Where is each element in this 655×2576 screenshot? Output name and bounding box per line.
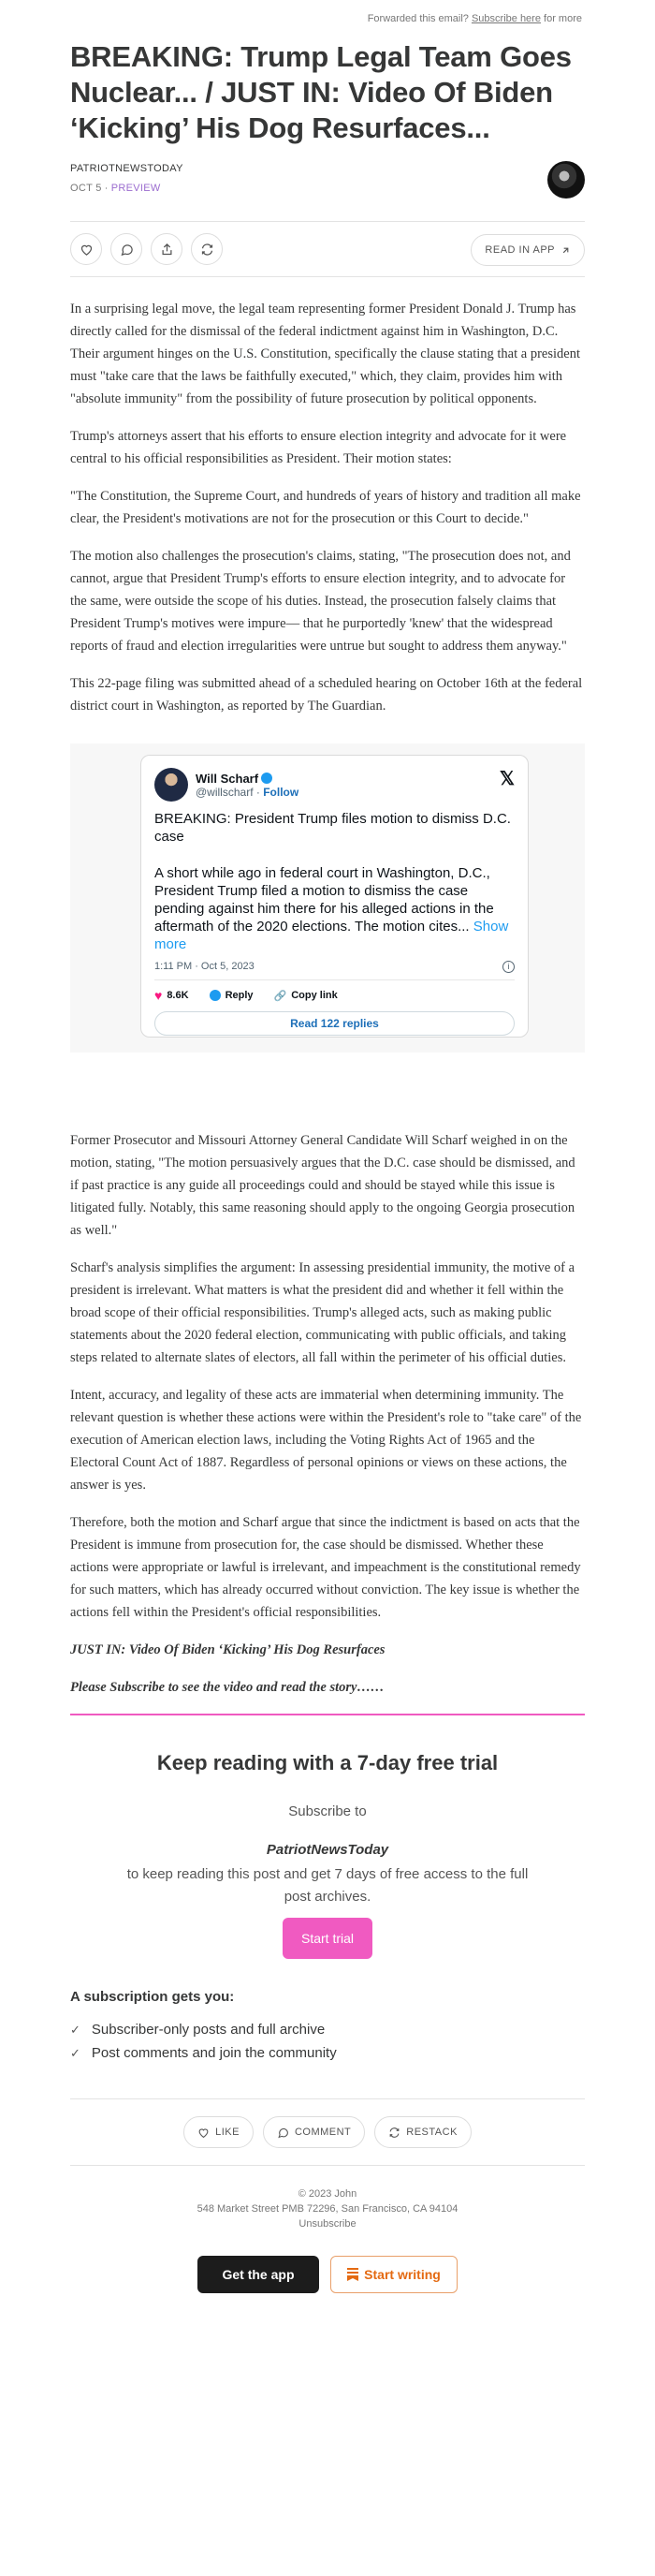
restack-icon bbox=[200, 243, 214, 257]
post-body-continued bbox=[70, 1129, 585, 1699]
subscribe-prompt: Please Subscribe to see the video and read the story…… bbox=[70, 1680, 385, 1695]
paywall-subscribe-to: Subscribe to bbox=[288, 1803, 367, 1819]
benefit-label: Post comments and join the community bbox=[91, 2045, 337, 2061]
paragraph: Trump's attorneys assert that his efforts to ensure election integrity and advocate for it were central to his official responsibilities as President. Their motion states: bbox=[70, 429, 567, 466]
info-icon[interactable]: i bbox=[502, 961, 515, 973]
footer-comment-label: COMMENT bbox=[294, 2127, 352, 2138]
footer-actions bbox=[70, 2099, 585, 2165]
substack-logo-icon bbox=[347, 2268, 358, 2281]
footer-like-label: LIKE bbox=[215, 2127, 240, 2138]
benefits-list bbox=[70, 2022, 585, 2061]
tweet-text-block bbox=[154, 864, 515, 953]
tweet-headline: BREAKING: President Trump files motion to dismiss D.C. case bbox=[154, 811, 511, 845]
share-button[interactable] bbox=[151, 233, 182, 265]
tweet-read-replies-button[interactable]: Read 122 replies bbox=[154, 1011, 515, 1036]
tweet-copy-link-button[interactable] bbox=[274, 990, 338, 1002]
paragraph: "The Constitution, the Supreme Court, and hundreds of years of history and tradition all make clear, the President's motivations are not for the prosecution or this Court to decide." bbox=[70, 489, 581, 526]
verified-badge-icon bbox=[261, 773, 272, 784]
arrow-up-right-icon bbox=[560, 245, 571, 256]
start-writing-label: Start writing bbox=[364, 2267, 441, 2282]
paywall-title: Keep reading with a 7-day free trial bbox=[156, 1751, 499, 1774]
forward-prefix: Forwarded this email? bbox=[367, 13, 469, 24]
heart-icon bbox=[197, 2127, 210, 2139]
x-logo-icon[interactable]: 𝕏 bbox=[499, 769, 515, 789]
restack-icon bbox=[388, 2127, 400, 2139]
tweet-like-count: 8.6K bbox=[167, 990, 189, 1001]
benefits-title: A subscription gets you: bbox=[70, 1989, 235, 2005]
post-date: OCT 5 bbox=[70, 183, 102, 194]
tweet-copy-link-label: Copy link bbox=[291, 990, 338, 1001]
tweet-author-avatar[interactable] bbox=[154, 768, 188, 802]
tweet-handle[interactable]: @willscharf bbox=[196, 785, 254, 799]
paywall-description: to keep reading this post and get 7 days of free access to the full post archives. bbox=[126, 1866, 529, 1905]
tweet-show-more-link[interactable]: Show more bbox=[154, 919, 509, 952]
tweet-reply-label: Reply bbox=[225, 990, 254, 1001]
subscription-benefits bbox=[70, 1989, 585, 2061]
paragraph: Scharf's analysis simplifies the argument: In assessing presidential immunity, the motive of a president is irrelevant. What matters is what the president did and whether it fell within the broad scope of their official responsibilities. Trump's alleged acts, such as making public statements about the 2020 federal election, communicating with public officials, and taking steps related to alternate slates of electors, all fall within the perimeter of his official duties. bbox=[70, 1260, 575, 1365]
check-icon: ✓ bbox=[70, 2022, 80, 2037]
unsubscribe-link[interactable]: Unsubscribe bbox=[298, 2218, 357, 2230]
subheading-video: JUST IN: Video Of Biden ‘Kicking’ His Dog Resurfaces bbox=[70, 1642, 386, 1657]
footer-legal bbox=[70, 2186, 585, 2231]
start-trial-button[interactable]: Start trial bbox=[283, 1918, 372, 1959]
paragraph: In a surprising legal move, the legal team representing former President Donald J. Trump has directly called for the dismissal of the federal indictment against him in Washington, D.C. Their argument hinges on the U.S. Constitution, specifically the clause stating that a president must "take care that the laws be faithfully executed," which, they claim, provides him with "absolute immunity" from the possibility of future prosecution by political opponents. bbox=[70, 302, 580, 406]
check-icon: ✓ bbox=[70, 2045, 80, 2060]
tweet-embed-container bbox=[70, 743, 585, 1052]
comment-button[interactable] bbox=[110, 233, 142, 265]
tweet-reply-button[interactable] bbox=[210, 990, 254, 1001]
post-title[interactable]: BREAKING: Trump Legal Team Goes Nuclear... / JUST IN: Video Of Biden ‘Kicking’ His Dog Resurfaces... bbox=[70, 40, 572, 144]
footer-like-button[interactable] bbox=[183, 2116, 254, 2148]
footer-app-buttons bbox=[70, 2256, 585, 2293]
forward-suffix: for more bbox=[544, 13, 582, 24]
paragraph: The motion also challenges the prosecution's claims, stating, "The prosecution does not, and cannot, argue that President Trump's efforts to ensure election integrity, and to advocate for the same, were outside the scope of his duties. Instead, the prosecution falsely claims that President Trump's motives were impure— that he purportedly 'knew' that the widespread reports of fraud and election irregularities were untrue but sought to address them anyway." bbox=[70, 549, 571, 654]
reply-bubble-icon bbox=[210, 990, 221, 1001]
heart-icon: ♥ bbox=[154, 988, 163, 1003]
mailing-address: 548 Market Street PMB 72296, San Francisco, CA 94104 bbox=[196, 2203, 458, 2215]
footer-restack-label: RESTACK bbox=[406, 2127, 458, 2138]
tweet-embed[interactable] bbox=[140, 755, 529, 1038]
like-button[interactable] bbox=[70, 233, 102, 265]
tweet-timestamp-row bbox=[154, 961, 515, 972]
start-writing-button[interactable] bbox=[330, 2256, 458, 2293]
paragraph: Intent, accuracy, and legality of these acts are immaterial when determining immunity. The relevant question is whether these actions were within the President's role to "take care" of the execution of American election laws, including the Voting Rights Act of 1965 and the Electoral Count Act of 1887. Regardless of personal opinions or views on these actions, the answer is yes. bbox=[70, 1388, 582, 1493]
tweet-text: A short while ago in federal court in Washington, D.C., President Trump filed a motion to dismiss the case pending against him there for his alleged actions in the aftermath of the 2020 elections. The motion cites... bbox=[154, 865, 494, 935]
tweet-actions bbox=[154, 988, 515, 1003]
author-avatar[interactable] bbox=[547, 161, 585, 199]
post-date-line: OCT 5 ∙ PREVIEW bbox=[70, 183, 161, 194]
paywall bbox=[70, 1751, 585, 1959]
link-icon: 🔗 bbox=[273, 990, 287, 1002]
post-meta bbox=[70, 163, 585, 204]
footer-comment-button[interactable] bbox=[263, 2116, 365, 2148]
benefit-item bbox=[70, 2045, 585, 2061]
copyright: © 2023 John bbox=[298, 2188, 357, 2200]
paywall-divider bbox=[70, 1714, 585, 1715]
benefit-label: Subscriber-only posts and full archive bbox=[91, 2022, 326, 2038]
read-in-app-label: READ IN APP bbox=[485, 244, 555, 256]
tweet-like-button[interactable] bbox=[154, 988, 189, 1003]
preview-label: PREVIEW bbox=[110, 183, 161, 194]
tweet-divider bbox=[154, 979, 515, 980]
share-icon bbox=[160, 243, 174, 257]
post-body bbox=[70, 298, 585, 717]
tweet-timestamp[interactable]: 1:11 PM · Oct 5, 2023 bbox=[154, 961, 255, 972]
restack-button[interactable] bbox=[191, 233, 223, 265]
forward-notice bbox=[0, 0, 655, 32]
tweet-follow-link[interactable]: Follow bbox=[263, 785, 299, 799]
subscribe-here-link[interactable]: Subscribe here bbox=[471, 13, 541, 24]
comment-icon bbox=[120, 243, 134, 257]
paragraph: Former Prosecutor and Missouri Attorney General Candidate Will Scharf weighed in on the motion, stating, "The motion persuasively argues that the D.C. case should be dismissed, and if past practice is any guide all proceedings could and should be stayed while this issue is litigated fully. Notably, this same reasoning should apply to the ongoing Georgia prosecution as well." bbox=[70, 1133, 575, 1238]
paywall-publication: PatriotNewsToday bbox=[266, 1842, 389, 1858]
paragraph: Therefore, both the motion and Scharf argue that since the indictment is based on acts that the President is immune from prosecution for, the case should be dismissed. Whether these actions were appropriate or lawful is irrelevant, and impeachment is the constitutional remedy for such matters, which has already occurred without conviction. The key issue is whether the actions fell within the President's official responsibilities. bbox=[70, 1515, 581, 1620]
footer-restack-button[interactable] bbox=[374, 2116, 472, 2148]
tweet-header bbox=[154, 767, 515, 802]
get-the-app-button[interactable]: Get the app bbox=[197, 2256, 319, 2293]
post-action-bar bbox=[70, 221, 585, 277]
divider bbox=[70, 2165, 585, 2166]
paragraph: This 22-page filing was submitted ahead of a scheduled hearing on October 16th at the federal district court in Washington, as reported by The Guardian. bbox=[70, 676, 583, 714]
heart-icon bbox=[80, 243, 94, 257]
tweet-author: Will Scharf @willscharf · Follow bbox=[196, 771, 299, 799]
benefit-item bbox=[70, 2022, 585, 2038]
publication-name[interactable]: PATRIOTNEWSTODAY bbox=[70, 163, 183, 174]
read-in-app-button[interactable] bbox=[471, 234, 585, 266]
tweet-author-name[interactable]: Will Scharf bbox=[196, 771, 259, 786]
comment-icon bbox=[277, 2127, 289, 2139]
